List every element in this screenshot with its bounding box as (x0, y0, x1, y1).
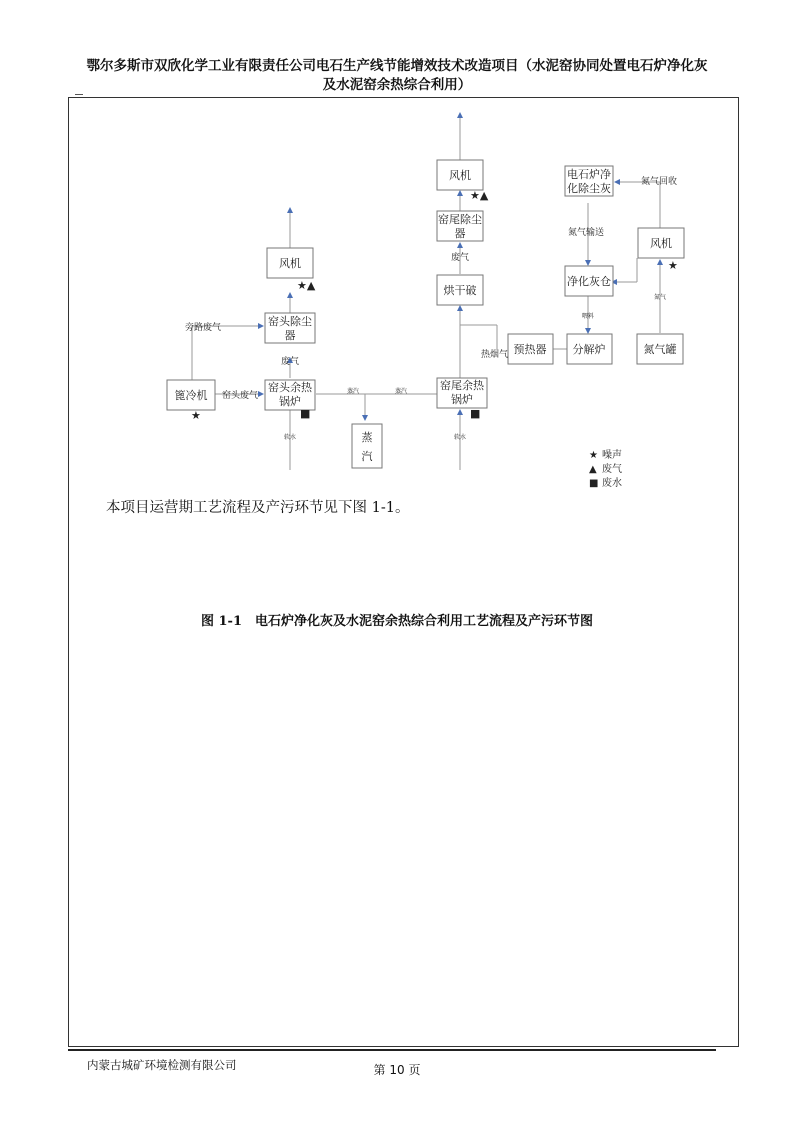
kiln-tail-dust-label-2: 器 (454, 227, 466, 240)
n2-transport-label: 氮气输送 (568, 228, 605, 238)
fan-mid-label: 风机 (449, 169, 471, 182)
cooler-marker: ★ (191, 409, 201, 422)
body-paragraph: 本项目运营期工艺流程及产污环节见下图 1-1。 (106, 500, 410, 516)
kiln-tail-boiler-label-1: 窑尾余热 (440, 379, 484, 392)
header-line-2: 及水泥窑余热综合利用） (322, 77, 472, 93)
preheater-label: 预热器 (513, 343, 547, 356)
footer-rule (68, 1049, 716, 1051)
footer-company: 内蒙古城矿环境检测有限公司 (87, 1058, 237, 1072)
kiln-tail-dust-label-1: 窑尾除尘 (438, 213, 482, 226)
kiln-head-boiler-label-1: 窑头余热 (268, 381, 312, 394)
waste-gas-mid-label: 废气 (451, 253, 470, 263)
kiln-tail-boiler-label-2: 锅炉 (451, 393, 473, 406)
legend-symbol-noise: ★ (589, 450, 598, 461)
boiler-tail-marker: ■ (470, 407, 481, 420)
steam-box-label-2: 汽 (361, 450, 373, 463)
soft-water-label-1: 软水 (284, 434, 297, 441)
header-line-1: 鄂尔多斯市双欣化学工业有限责任公司电石生产线节能增效技术改造项目（水泥窑协同处置电石炉净化灰 (86, 58, 708, 74)
grate-cooler-label: 篦冷机 (174, 389, 208, 402)
feed-label: 喂料 (582, 313, 595, 320)
kiln-head-dust-label-2: 器 (284, 329, 296, 342)
legend-label-gas: 废气 (602, 464, 622, 475)
legend-label-water: 废水 (602, 478, 622, 489)
page-number: 第 10 页 (373, 1063, 421, 1077)
fan-right-label: 风机 (650, 237, 672, 250)
waste-gas-left-label: 废气 (281, 357, 300, 367)
fan-right-marker: ★ (668, 259, 678, 272)
purify-dust-label-2: 化除尘灰 (567, 182, 611, 195)
fan-left-label: 风机 (279, 257, 301, 270)
nitrogen-tank-label: 氮气罐 (643, 343, 677, 356)
fan-left-markers: ★▲ (297, 279, 316, 292)
footer-page-number (0, 1061, 794, 1078)
legend (589, 448, 622, 489)
legend-symbol-water: ■ (589, 478, 599, 489)
head-gas-label: 窑头废气 (222, 391, 259, 401)
purify-silo-label: 净化灰仓 (567, 275, 611, 288)
steam-box-label-1: 蒸 (361, 431, 373, 444)
kiln-head-boiler-label-2: 锅炉 (279, 395, 301, 408)
steam-label-1: 蒸汽 (347, 388, 360, 395)
steam-label-2: 蒸汽 (395, 388, 408, 395)
process-flow-diagram (0, 0, 794, 500)
n2-recovery-label: 氮气回收 (641, 177, 678, 187)
legend-symbol-gas: ▲ (589, 464, 597, 475)
fan-mid-markers: ★▲ (470, 189, 489, 202)
figure-caption: 图 1-1 电石炉净化灰及水泥窑余热综合利用工艺流程及产污环节图 (200, 614, 593, 629)
calciner-label: 分解炉 (572, 343, 606, 356)
dryer-label: 烘干破 (443, 284, 477, 297)
legend-label-noise: 噪声 (602, 450, 622, 461)
kiln-head-dust-label-1: 窑头除尘 (268, 315, 312, 328)
nitrogen-label: 氮气 (654, 294, 667, 301)
boiler-head-marker: ■ (300, 407, 311, 420)
bypass-gas-label: 旁路废气 (185, 323, 222, 333)
soft-water-label-2: 软水 (454, 434, 467, 441)
purify-dust-label-1: 电石炉净 (567, 168, 611, 181)
flue-gas-label: 热烟气 (481, 350, 509, 360)
